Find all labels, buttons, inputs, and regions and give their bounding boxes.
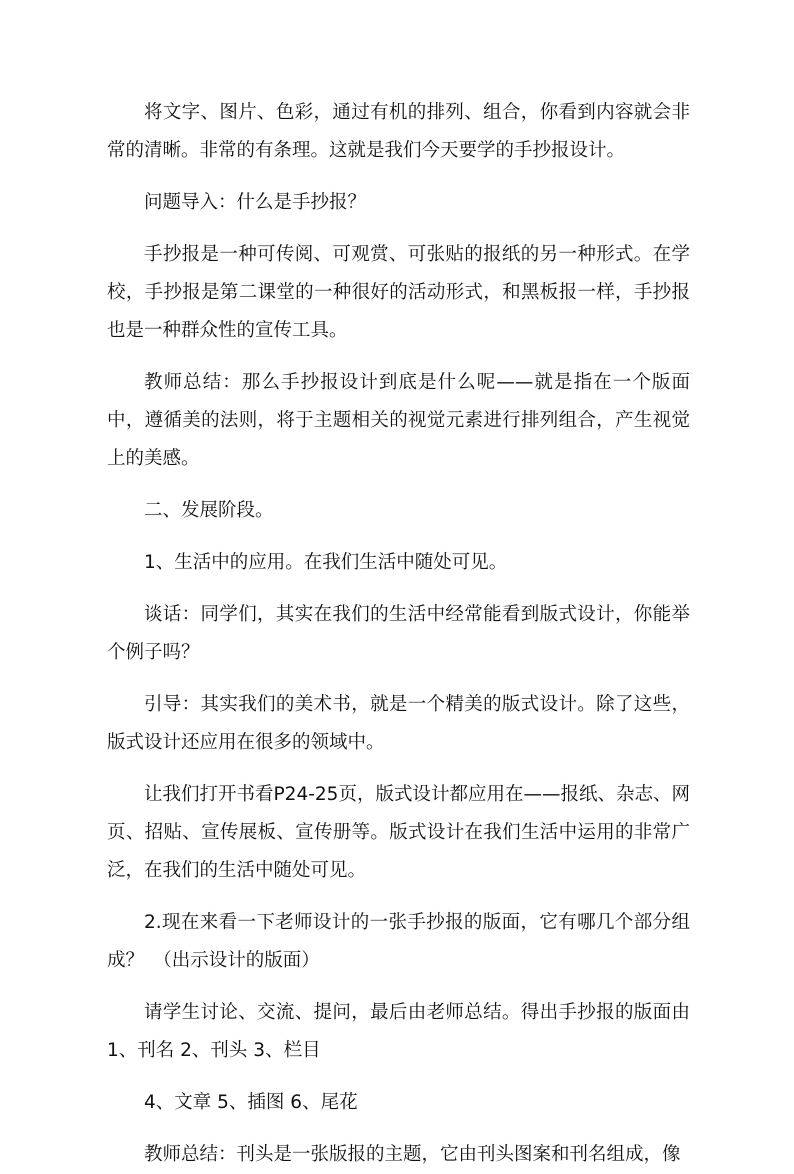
paragraph-textbook: 让我们打开书看P24-25页，版式设计都应用在——报纸、杂志、网页、招贴、宣传展板、宣传册等。版式设计在我们生活中运用的非常广泛，在我们的生活中随处可见。	[107, 784, 690, 881]
paragraph-layout-question: 2.现在来看一下老师设计的一张手抄报的版面，它有哪几个部分组成？ （出示设计的版面）	[107, 912, 690, 971]
section-heading-development: 二、发展阶段。	[144, 500, 274, 521]
paragraph-teacher-summary-2: 教师总结：刊头是一张版报的主题，它由刊头图案和刊名组成，像	[144, 1144, 681, 1165]
paragraph-teacher-summary-1: 教师总结：那么手抄报设计到底是什么呢——就是指在一个版面中，遵循美的法则，将于主题相关的视觉元素进行排列组合，产生视觉上的美感。	[107, 372, 690, 469]
paragraph-discussion: 谈话：同学们，其实在我们的生活中经常能看到版式设计，你能举个例子吗？	[107, 604, 690, 663]
document-page	[107, 94, 690, 1174]
paragraph-question-intro: 问题导入：什么是手抄报？	[144, 192, 367, 213]
paragraph-application: 1、生活中的应用。在我们生活中随处可见。	[144, 552, 508, 573]
paragraph-intro: 将文字、图片、色彩，通过有机的排列、组合，你看到内容就会非常的清晰。非常的有条理。这就是我们今天要学的手抄报设计。	[107, 102, 690, 161]
paragraph-student-discussion: 请学生讨论、交流、提问，最后由老师总结。得出手抄报的版面由1、刊名 2、刊头 3、栏目	[107, 1002, 690, 1061]
paragraph-definition: 手抄报是一种可传阅、可观赏、可张贴的报纸的另一种形式。在学校，手抄报是第二课堂的一种很好的活动形式，和黑板报一样，手抄报也是一种群众性的宣传工具。	[107, 244, 690, 341]
paragraph-guidance: 引导：其实我们的美术书，就是一个精美的版式设计。除了这些，版式设计还应用在很多的领域中。	[107, 694, 690, 753]
paragraph-layout-parts: 4、文章 5、插图 6、尾花	[144, 1092, 358, 1113]
